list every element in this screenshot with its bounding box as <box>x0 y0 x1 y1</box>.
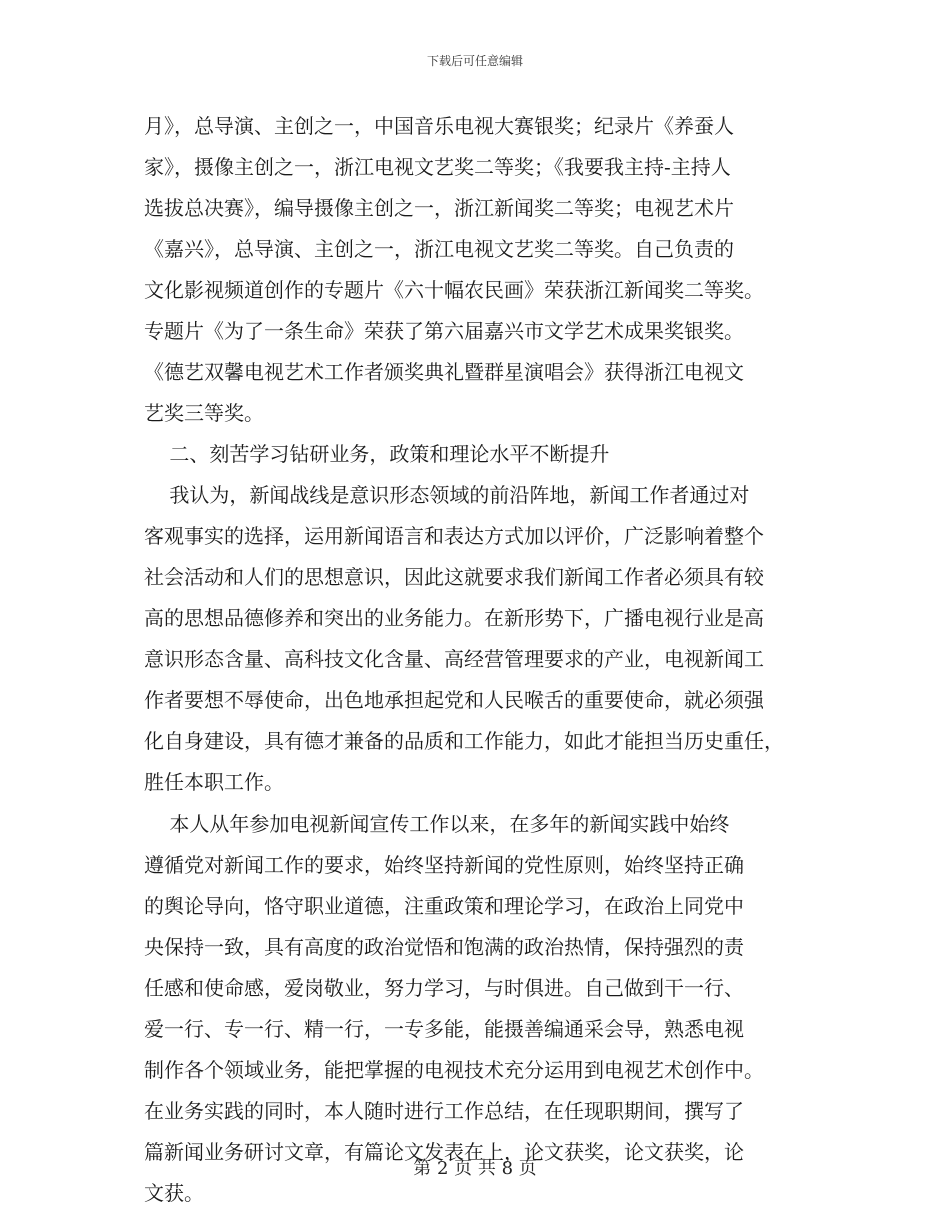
text-line: 胜任本职工作。 <box>144 770 284 794</box>
text-line: 篇新闻业务研讨文章，有篇论文发表在上，论文获奖，论文获奖，论 <box>144 1140 744 1164</box>
document-body <box>144 111 824 1208</box>
text-line: 化自身建设，具有德才兼备的品质和工作能力，如此才能担当历史重任， <box>144 729 784 753</box>
text-line: 意识形态含量、高科技文化含量、高经营管理要求的产业，电视新闻工 <box>144 647 764 671</box>
page-number-footer: 第 2 页 共 8 页 <box>413 1158 537 1179</box>
text-line: 专题片《为了一条生命》荣获了第六届嘉兴市文学艺术成果奖银奖。 <box>144 319 744 343</box>
text-line: 月》，总导演、主创之一，中国音乐电视大赛银奖；纪录片《养蚕人 <box>144 114 734 138</box>
text-line: 文获。 <box>144 1181 204 1205</box>
text-line: 的舆论导向，恪守职业道德，注重政策和理论学习，在政治上同党中 <box>144 894 744 918</box>
text-line: 选拔总决赛》，编导摄像主创之一，浙江新闻奖二等奖；电视艺术片 <box>144 196 734 220</box>
section-heading: 二、刻苦学习钻研业务，政策和理论水平不断提升 <box>144 442 610 466</box>
text-line: 央保持一致，具有高度的政治觉悟和饱满的政治热情，保持强烈的责 <box>144 935 744 959</box>
text-line: 《嘉兴》，总导演、主创之一，浙江电视文艺奖二等奖。自己负责的 <box>144 237 734 261</box>
text-line: 文化影视频道创作的专题片《六十幅农民画》荣获浙江新闻奖二等奖。 <box>144 278 764 302</box>
text-line: 《德艺双馨电视艺术工作者颁奖典礼暨群星演唱会》获得浙江电视文 <box>144 360 744 384</box>
text-line: 爱一行、专一行、精一行，一专多能，能摄善编通采会导，熟悉电视 <box>144 1017 744 1041</box>
text-line: 我认为，新闻战线是意识形态领域的前沿阵地，新闻工作者通过对 <box>144 483 750 507</box>
text-line: 任感和使命感，爱岗敬业，努力学习，与时俱进。自己做到干一行、 <box>144 976 744 1000</box>
text-line: 作者要想不辱使命，出色地承担起党和人民喉舌的重要使命，就必须强 <box>144 688 764 712</box>
text-line: 社会活动和人们的思想意识，因此这就要求我们新闻工作者必须具有较 <box>144 565 764 589</box>
text-line: 制作各个领域业务，能把掌握的电视技术充分运用到电视艺术创作中。 <box>144 1058 764 1082</box>
text-line: 在业务实践的同时，本人随时进行工作总结，在任现职期间，撰写了 <box>144 1099 744 1123</box>
text-line: 高的思想品德修养和突出的业务能力。在新形势下，广播电视行业是高 <box>144 606 764 630</box>
text-line: 客观事实的选择，运用新闻语言和表达方式加以评价，广泛影响着整个 <box>144 524 764 548</box>
text-line: 家》，摄像主创之一，浙江电视文艺奖二等奖；《我要我主持-主持人 <box>144 155 731 179</box>
text-line: 遵循党对新闻工作的要求，始终坚持新闻的党性原则，始终坚持正确 <box>144 853 744 877</box>
text-line: 本人从年参加电视新闻宣传工作以来，在多年的新闻实践中始终 <box>144 812 730 836</box>
text-line: 艺奖三等奖。 <box>144 401 264 425</box>
page-header-note: 下载后可任意编辑 <box>426 54 523 68</box>
